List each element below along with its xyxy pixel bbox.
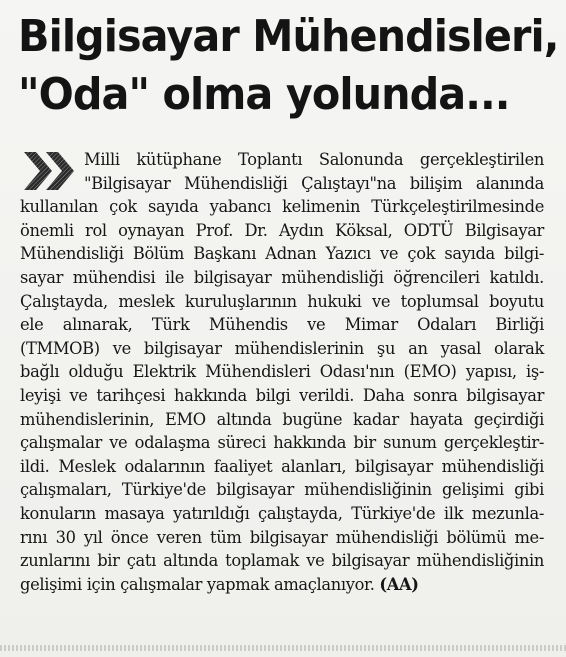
body-line: önemli rol oynayan Prof. Dr. Aydın Köksal, ODTÜ Bilgisayar xyxy=(20,220,544,240)
body-line: rını 30 yıl önce veren tüm bilgisayar mühendisliği bölümü me- xyxy=(20,527,544,547)
body-line: ele alınarak, Türk Mühendis ve Mimar Odaları Birliği xyxy=(20,315,544,335)
article-headline xyxy=(18,8,559,124)
body-line: "Bilgisayar Mühendisliği Çalıştayı"na bilişim alanında xyxy=(84,173,544,193)
body-line: mühendislerinin, EMO altında bugüne kadar hayata geçirdiği xyxy=(20,409,544,429)
body-line: zunlarını bir çatı altında toplamak ve bilgisayar mühendisliğinin xyxy=(20,551,544,571)
headline-line-2: "Oda" olma yolunda... xyxy=(18,69,510,120)
body-line: Mühendisliği Bölüm Başkanı Adnan Yazıcı ve çok sayıda bilgi- xyxy=(20,244,544,264)
body-line: kullanılan çok sayıda yabancı kelimenin Türkçeleştirilmesinde xyxy=(20,197,544,217)
body-line: bağlı olduğu Elektrik Mühendisleri Odası'nın (EMO) yapısı, iş- xyxy=(20,362,544,382)
bottom-divider xyxy=(0,645,566,651)
body-line: (TMMOB) ve bilgisayar mühendislerinin şu an yasal olarak xyxy=(20,338,544,358)
source-tag: (AA) xyxy=(379,574,419,594)
body-line: Çalıştayda, meslek kuruluşlarının hukuki ve toplumsal boyutu xyxy=(20,291,544,311)
body-line: gelişimi için çalışmalar yapmak amaçlanıyor. xyxy=(20,574,375,594)
body-line: çalışmalar ve odalaşma süreci hakkında bir sunum gerçekleştir- xyxy=(20,433,544,453)
article-body xyxy=(20,148,544,596)
body-line: sayar mühendisi ile bilgisayar mühendisliği öğrencileri katıldı. xyxy=(20,267,544,287)
body-line: ildi. Meslek odalarının faaliyet alanları, bilgisayar mühendisliği xyxy=(20,456,544,476)
body-line: leyişi ve tarihçesi hakkında bilgi verildi. Daha sonra bilgisayar xyxy=(20,385,544,405)
body-line-final xyxy=(20,573,544,597)
headline-line-1: Bilgisayar Mühendisleri, xyxy=(18,11,559,62)
body-line: konuların masaya yatırıldığı çalıştayda, Türkiye'de ilk mezunla- xyxy=(20,503,544,523)
body-line: çalışmaları, Türkiye'de bilgisayar mühendisliğinin gelişimi gibi xyxy=(20,480,544,500)
body-line: Milli kütüphane Toplantı Salonunda gerçekleştirilen xyxy=(84,150,544,169)
